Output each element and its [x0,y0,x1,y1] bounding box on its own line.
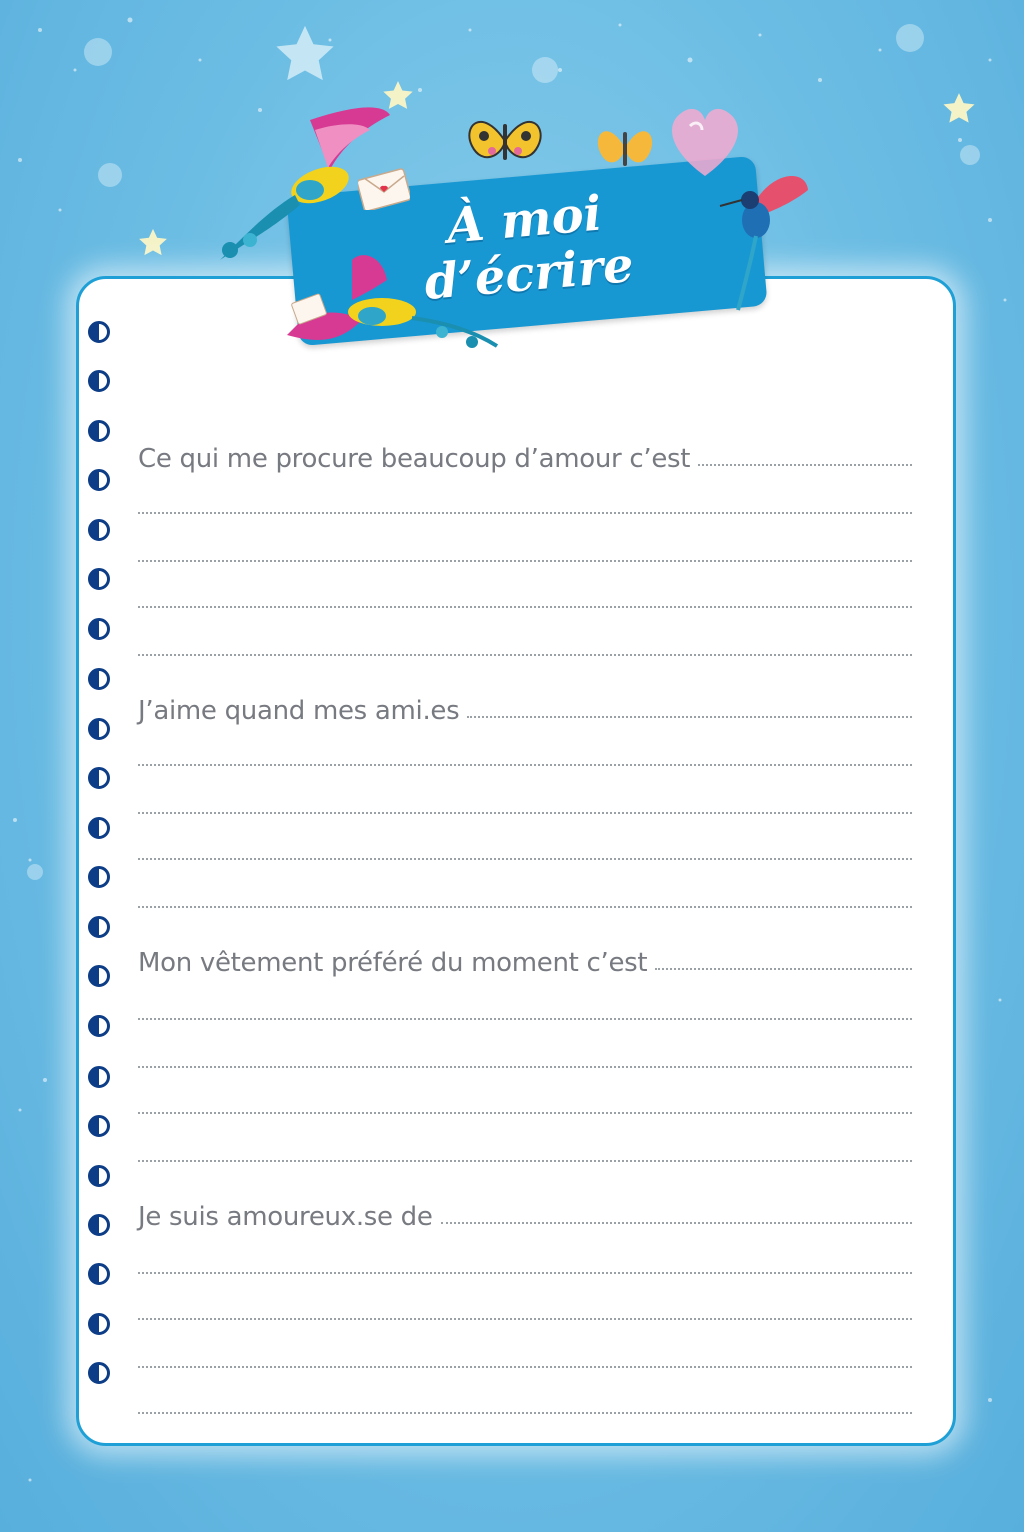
butterfly-icon [592,118,658,180]
envelope-icon [358,168,410,210]
title-line-2: d’écrire [422,236,636,311]
binder-ring-icon [88,370,110,392]
star-icon [270,20,340,90]
answer-line[interactable] [138,1366,912,1368]
hummingbird-icon [716,160,816,320]
answer-line[interactable] [138,654,912,656]
section-3-prompt [138,942,912,978]
binder-ring-icon [88,668,110,690]
answer-line[interactable] [138,1018,912,1020]
section-4-prompt [138,1196,912,1232]
answer-line[interactable] [138,1318,912,1320]
prompt-label: J’aime quand mes ami.es [138,696,460,726]
binder-ring-icon [88,1115,110,1137]
binder-ring-icon [88,1263,110,1285]
answer-line[interactable] [138,858,912,860]
prompt-label: Mon vêtement préféré du moment c’est [138,948,648,978]
binder-ring-icon [88,469,110,491]
prompt-label: Ce qui me procure beaucoup d’amour c’est [138,444,691,474]
binder-ring-icon [88,866,110,888]
binder-ring-icon [88,916,110,938]
title-line-1: À moi [444,185,604,255]
answer-line[interactable] [138,1112,912,1114]
binder-ring-icon [88,1362,110,1384]
answer-line[interactable] [698,464,912,466]
binder-ring-icon [88,1313,110,1335]
binder-ring-icon [88,420,110,442]
binder-ring-icon [88,767,110,789]
binder-ring-icon [88,1015,110,1037]
butterfly-icon [462,106,548,176]
answer-line[interactable] [138,1412,912,1414]
answer-line[interactable] [138,812,912,814]
binder-ring-icon [88,1214,110,1236]
binder-ring-icon [88,568,110,590]
binder-ring-icon [88,718,110,740]
answer-line[interactable] [138,764,912,766]
answer-line[interactable] [138,560,912,562]
bird-icon [282,250,502,360]
star-icon [136,226,170,260]
answer-line[interactable] [138,906,912,908]
section-1-prompt [138,438,912,474]
prompt-label: Je suis amoureux.se de [138,1202,433,1232]
binder-ring-icon [88,817,110,839]
binder-ring-icon [88,519,110,541]
answer-line[interactable] [138,606,912,608]
answer-line[interactable] [467,716,912,718]
binder-ring-icon [88,1165,110,1187]
binder-ring-icon [88,618,110,640]
answer-line[interactable] [655,968,912,970]
binder-ring-icon [88,1066,110,1088]
section-2-prompt [138,690,912,726]
answer-line[interactable] [138,1160,912,1162]
binder-ring-icon [88,321,110,343]
answer-line[interactable] [138,512,912,514]
answer-line[interactable] [138,1272,912,1274]
star-icon [940,90,978,128]
binder-rings [88,0,118,1532]
binder-ring-icon [88,965,110,987]
answer-line[interactable] [138,1066,912,1068]
answer-line[interactable] [441,1222,912,1224]
